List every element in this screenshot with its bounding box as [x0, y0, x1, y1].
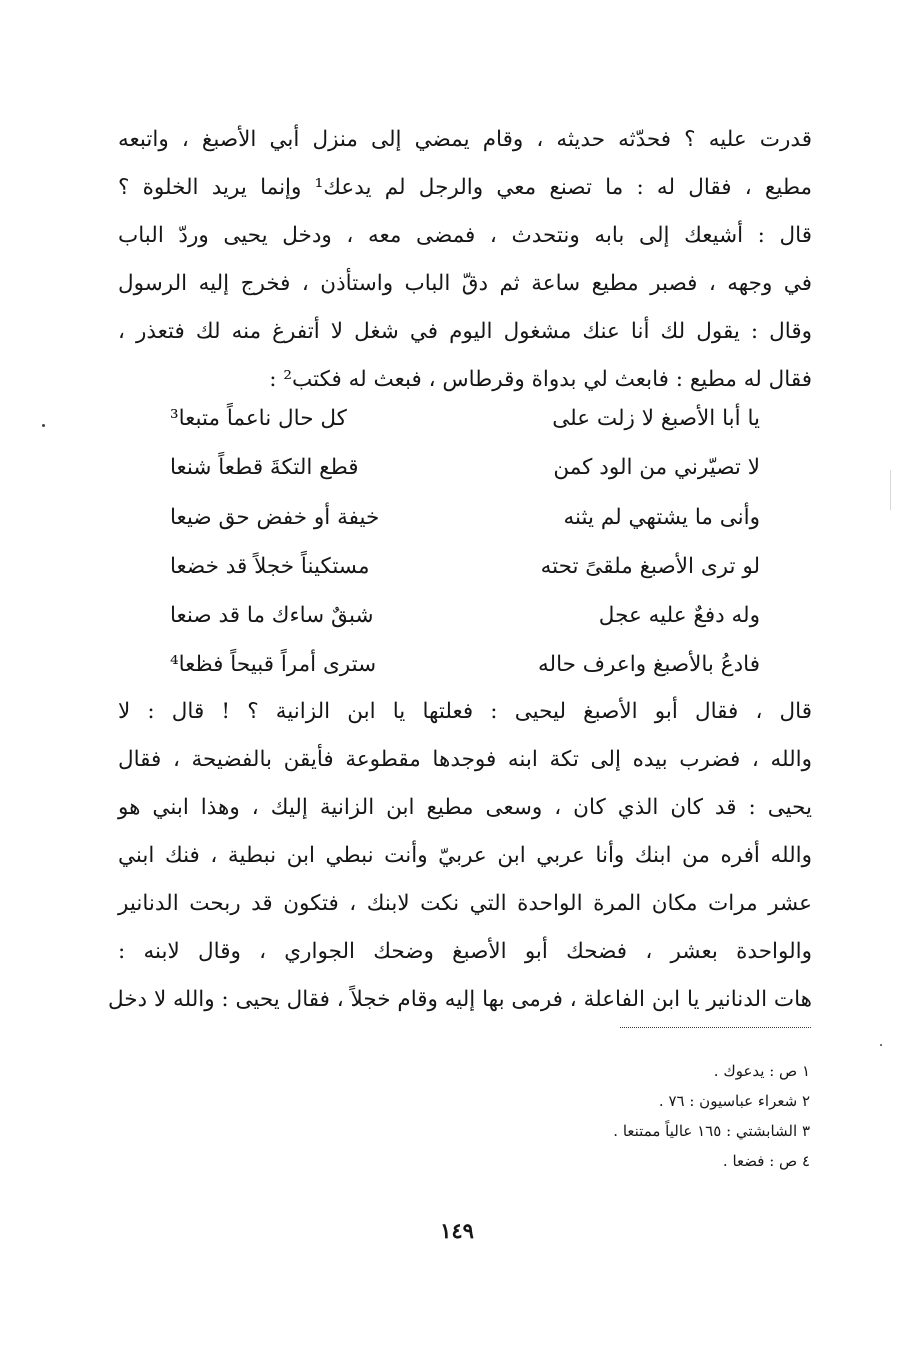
poem-verse [170, 443, 760, 492]
verse-first-hemistich: لو ترى الأصبغ ملقىً تحته [540, 553, 760, 579]
text-line: مطيع ، فقال له : ما تصنع معي والرجل لم يدعك¹ وإنما يريد الخلوة ؟ [118, 175, 813, 200]
footnote: ٣ الشابشتي : ١٦٥ عالياً ممتنعا . [613, 1122, 810, 1140]
verse-second-hemistich: قطع التكةَ قطعاً شنعا [170, 455, 359, 481]
verse-first-hemistich: وله دفعٌ عليه عجل [598, 603, 760, 629]
poem-verse [170, 394, 760, 443]
poem-verse [170, 542, 760, 591]
footnotes [500, 1056, 810, 1176]
poem-verse [170, 640, 760, 689]
text-line: وقال : يقول لك أنا عنك مشغول اليوم في شغل لا أتفرغ منه لك فتعذر ، [118, 319, 812, 344]
verse-second-hemistich: مستكيناً خجلاً قد خضعا [170, 553, 370, 579]
verse-second-hemistich: كل حال ناعماً متبعا³ [170, 406, 347, 431]
verse-first-hemistich: يا أبا الأصبغ لا زلت على [552, 406, 760, 431]
verse-first-hemistich: فادعُ بالأصبغ واعرف حاله [538, 652, 760, 678]
verse-second-hemistich: شبقٌ ساءك ما قد صنعا [170, 603, 374, 629]
paragraph-1 [118, 116, 812, 404]
verse-first-hemistich: لا تصيّرني من الود كمن [553, 455, 760, 481]
footnote: ١ ص : يدعوك . [713, 1062, 810, 1080]
text-line: قال ، فقال أبو الأصبغ ليحيى : فعلتها يا ابن الزانية ؟ ! قال : لا [118, 699, 812, 724]
text-line: عشر مرات مكان المرة الواحدة التي نكت لابنك ، فتكون قد ربحت الدنانير [118, 891, 812, 916]
text-line: في وجهه ، فصبر مطيع ساعة ثم دقّ الباب واستأذن ، فخرج إليه الرسول [118, 271, 812, 296]
footnote: ٢ شعراء عباسيون : ٧٦ . [658, 1092, 810, 1110]
footnote: ٤ ص : فضعا . [722, 1152, 810, 1170]
scan-speck [880, 1044, 882, 1046]
paragraph-2 [107, 688, 812, 1024]
text-line: والله أفره من ابنك وأنا عربي ابن عربيّ وأنت نبطي ابن نبطية ، فنك ابني [118, 843, 812, 868]
verse-second-hemistich: خيفة أو خفض حق ضيعا [170, 504, 380, 530]
verse-first-hemistich: وأنى ما يشتهي لم يثنه [563, 504, 760, 530]
text-line: والواحدة بعشر ، فضحك أبو الأصبغ وضحك الجواري ، وقال لابنه : [118, 939, 812, 964]
text-line: هات الدنانير يا ابن الفاعلة ، فرمى بها إليه وقام خجلاً ، فقال يحيى : والله لا دخل [107, 987, 812, 1012]
text-line: قال : أشيعك إلى بابه ونتحدث ، فمضى معه ، ودخل يحيى وردّ الباب [118, 223, 812, 248]
poem-verse [170, 591, 760, 640]
verse-second-hemistich: سترى أمراً قبيحاً فظعا⁴ [170, 652, 377, 678]
text-line: فقال له مطيع : فابعث لي بدواة وقرطاس ، فبعث له فكتب² : [269, 367, 812, 392]
page-number: ١٤٩ [440, 1218, 474, 1243]
poem [170, 394, 760, 690]
text-line: يحيى : قد كان الذي كان ، وسعى مطيع ابن الزانية إليك ، وهذا ابني هو [118, 795, 812, 820]
scan-artifact-line [890, 470, 891, 510]
text-line: والله ، فضرب بيده إلى تكة ابنه فوجدها مقطوعة فأيقن بالفضيحة ، فقال [118, 747, 812, 772]
text-line: قدرت عليه ؟ فحدّثه حديثه ، وقام يمضي إلى منزل أبي الأصبغ ، واتبعه [118, 127, 812, 152]
poem-verse [170, 493, 760, 542]
footnote-separator [620, 1027, 811, 1028]
scan-speck [42, 424, 45, 427]
